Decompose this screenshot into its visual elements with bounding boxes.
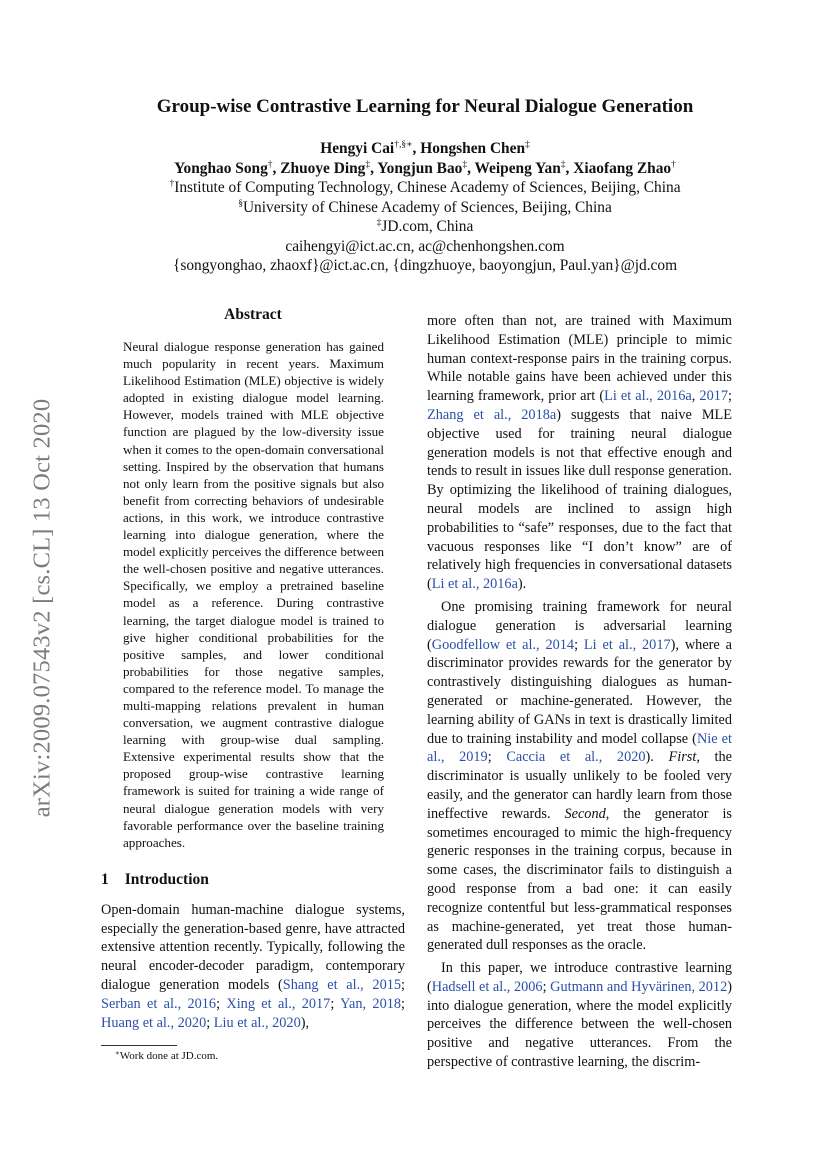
body-text: more often than not, are trained with Maximum Likelihood Estimation (MLE) principle to mimic human context-response pairs in the training corpus. While notable gains have been achieved under this learning framework, prior art ( <box>427 313 732 405</box>
body-text: Open-domain human-machine dialogue systems, especially the generation-based genre, have attracted extensive attention recently. Typically, following the neural encoder-decoder paradigm, contemporary dialogue generation models ( <box>101 901 405 993</box>
citation-link[interactable]: Liu et al., 2020 <box>213 1014 301 1031</box>
body-text: , the discriminator is usually unlikely to be fooled very easily, and the generator can hardly learn from those ineffective rewards. <box>427 749 732 822</box>
section-number: 1 <box>101 870 109 888</box>
citation-link[interactable]: Yan, 2018 <box>340 995 402 1012</box>
emphasis-text: First <box>668 749 697 766</box>
citation-link[interactable]: Nie et al., 2019 <box>427 730 732 766</box>
intro-paragraph-1-continued <box>427 312 732 594</box>
author-name: Yongjun Bao <box>377 159 463 177</box>
author-affiliation-mark: † <box>267 159 273 170</box>
citation-link[interactable]: 2017 <box>699 388 729 405</box>
citation-link[interactable]: Hadsell et al., 2006 <box>431 978 543 995</box>
affiliation-text: University of Chinese Academy of Sciences, Beijing, China <box>242 198 612 216</box>
body-text: ; <box>728 388 732 405</box>
author-separator: , <box>272 159 281 177</box>
citation-link[interactable]: Li et al., 2016a <box>604 388 692 405</box>
body-text: ; <box>542 978 551 995</box>
intro-paragraph-1 <box>101 901 405 1033</box>
body-text: ; <box>401 977 405 993</box>
citation-link[interactable]: Serban et al., 2016 <box>101 995 217 1012</box>
body-text: ), where a discriminator provides rewards for the generator by contrastively distinguishing dialogues as human-generated or machine-generated. However, the learning ability of GANs in text is drastically limited due to training instability and model collapse ( <box>427 636 732 747</box>
emphasis-text: Second <box>564 805 606 822</box>
body-text: ; <box>487 749 507 766</box>
author-affiliation-mark: † <box>671 159 676 170</box>
affiliation-text: JD.com, China <box>381 218 474 235</box>
body-text: ; <box>206 1014 214 1031</box>
body-text: ; <box>574 636 584 653</box>
affiliation-1 <box>60 178 790 198</box>
citation-link[interactable]: Caccia et al., 2020 <box>506 749 646 766</box>
author-separator: , <box>370 159 378 177</box>
body-text: ) into dialogue generation, where the model explicitly perceives the difference between the well-chosen positive and negative utterances. From the perspective of contrastive learning, the discrim- <box>427 978 732 1071</box>
body-text: ; <box>216 995 227 1012</box>
author-name: Zhuoye Ding <box>280 159 366 177</box>
author-name: Xiaofang Zhao <box>573 159 672 177</box>
footnote-divider <box>101 1045 177 1046</box>
footnote-text: Work done at JD.com. <box>119 1050 219 1062</box>
author-name: Hengyi Cai <box>320 140 395 157</box>
affiliation-3 <box>60 217 790 237</box>
citation-link[interactable]: Goodfellow et al., 2014 <box>431 636 575 653</box>
body-text: , the generator is sometimes encouraged to mimic the high-frequency generic responses in the training corpus, because in some cases, the discriminator fails to distinguish a good response from a bad one: it can easily recognize contentful but less-grammatical responses as machine-generated, yet treat those human-generated dull responses as the oracle. <box>427 805 732 954</box>
author-affiliation-mark: ‡ <box>365 159 371 170</box>
author-name: Yonghao Song <box>174 159 268 177</box>
body-text: ). <box>645 749 669 766</box>
body-text: In this paper, we introduce contrastive learning ( <box>427 960 732 995</box>
citation-link[interactable]: Gutmann and Hyvärinen, 2012 <box>550 978 728 995</box>
footnote-mark: ∗ <box>115 1049 120 1057</box>
author-affiliation-mark: ‡ <box>560 159 566 170</box>
section-heading-introduction <box>101 871 405 889</box>
email-line-1: caihengyi@ict.ac.cn, ac@chenhongshen.com <box>285 237 565 255</box>
author-affiliation-mark: †,§∗ <box>394 140 413 150</box>
footnote <box>115 1050 218 1063</box>
affiliation-mark: ‡ <box>376 218 382 228</box>
author-name: Hongshen Chen <box>420 140 526 157</box>
section-title: Introduction <box>124 870 209 888</box>
citation-link[interactable]: Huang et al., 2020 <box>101 1014 207 1031</box>
citation-link[interactable]: Zhang et al., 2018a <box>427 406 557 423</box>
author-name: Weipeng Yan <box>474 159 561 177</box>
arxiv-identifier-text: arXiv:2009.07543v2 [cs.CL] 13 Oct 2020 <box>28 398 56 818</box>
affiliation-2 <box>60 198 790 218</box>
intro-paragraph-3 <box>427 959 732 1072</box>
abstract-text: Neural dialogue response generation has gained much popularity in recent years. Maximum Likelihood Estimation (MLE) objective is widely adopted in existing dialogue model learning. However, models trained with MLE objective function are plagued by the low-diversity issue when it comes to the open-domain conversational setting. Inspired by the observation that humans not only learn from the positive signals but also benefit from correcting behaviors of undesirable actions, in this work, we introduce contrastive learning into dialogue generation, where the model explicitly perceives the difference between the well-chosen positive and negative utterances. Specifically, we employ a pretrained baseline model as a reference. During contrastive learning, the target dialogue model is trained to give higher conditional probabilities for the positive samples, and lower conditional probabilities for those negative samples, compared to the reference model. To manage the multi-mapping relations prevalent in human conversation, we augment contrastive dialogue learning with group-wise dual sampling. Extensive experimental results show that the proposed group-wise contrastive learning framework is suited for training a wide range of neural dialogue generation models with very favorable performance over the baseline training approaches. <box>123 339 384 850</box>
author-separator: , <box>412 140 421 157</box>
intro-paragraph-2 <box>427 598 732 955</box>
body-text: , <box>691 388 700 405</box>
affiliation-mark: † <box>169 179 175 189</box>
citation-link[interactable]: Li et al., 2016a <box>431 576 518 593</box>
affiliation-text: Institute of Computing Technology, Chinese Academy of Sciences, Beijing, China <box>174 179 681 196</box>
paper-title: Group-wise Contrastive Learning for Neural Dialogue Generation <box>156 96 694 117</box>
affiliation-mark: § <box>238 198 243 209</box>
author-line-1 <box>60 139 790 159</box>
author-separator: , <box>565 159 574 177</box>
body-text: One promising training framework for neural dialogue generation is adversarial learning ( <box>427 598 732 653</box>
body-text: ; <box>330 995 341 1012</box>
email-line-2: {songyonghao, zhaoxf}@ict.ac.cn, {dingzhuoye, baoyongjun, Paul.yan}@jd.com <box>172 257 678 274</box>
abstract-heading: Abstract <box>224 306 282 323</box>
body-text: ) suggests that naive MLE objective used for training neural dialogue generation models is not that effective enough and tends to result in issues like dull response generation. By optimizing the likelihood of training dialogues, neural models are inclined to assign high probabilities to “safe” responses, due to the fact that vacuous responses like “I don’t know” are of relatively high frequencies in conversational datasets ( <box>427 406 732 593</box>
body-text: ). <box>517 576 527 593</box>
citation-link[interactable]: Li et al., 2017 <box>583 636 671 653</box>
right-column <box>427 312 732 1072</box>
author-affiliation-mark: ‡ <box>462 159 468 170</box>
author-affiliation-mark: ‡ <box>525 140 530 150</box>
citation-link[interactable]: Xing et al., 2017 <box>226 995 331 1012</box>
body-text: ), <box>300 1014 310 1031</box>
arxiv-identifier-stamp <box>22 368 62 848</box>
author-line-2 <box>60 159 790 179</box>
author-block <box>60 139 790 276</box>
left-column <box>101 306 405 1032</box>
author-separator: , <box>467 159 475 177</box>
body-text: ; <box>401 995 405 1012</box>
citation-link[interactable]: Shang et al., 2015 <box>282 977 402 993</box>
